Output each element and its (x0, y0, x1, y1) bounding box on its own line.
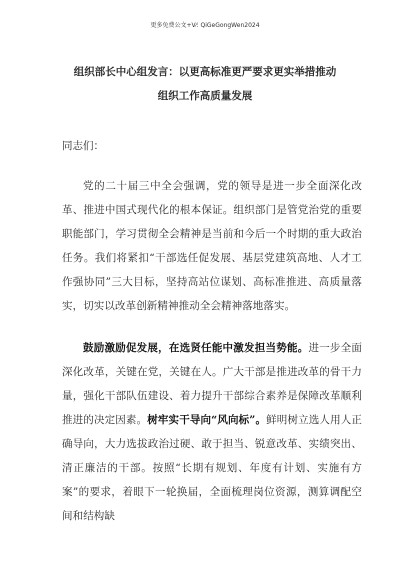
paragraph-1: 党的二十届三中全会强调，党的领导是进一步全面深化改革、推进中国式现代化的根本保证。组织部门是管党治党的重要职能部门，学习贯彻全会精神是当前和今后一个时期的重大政治任务。我们将紧扣“干部选任促发展、基层党建筑高地、人才工作强协同”三大目标，坚持高站位谋划、高标准推进、高质量落实，切实以改革创新精神推动全会精神落地落实。 (62, 180, 362, 312)
paragraph-2-lead: 鼓励激励促发展，在选贤任能中激发担当势能。 (83, 342, 309, 354)
document-title (40, 60, 370, 108)
paragraph-2-body-2: 鲜明树立选人用人正确导向，大力选拔政治过硬、敢于担当、锐意改革、实绩突出、清正廉洁的干部。按照“长期有规划、年度有计划、实施有方案”的要求，着眼下一轮换届，全面梳理岗位资源，测算调配空间和结构缺 (62, 414, 362, 522)
paragraph-2 (62, 336, 362, 528)
paragraph-2-lead-2: 树牢实干导向“风向标”。 (147, 414, 267, 426)
title-line-1: 组织部长中心组发言：以更高标准更严要求更实举措推动 (73, 66, 337, 78)
title-line-2: 组织工作高质量发展 (157, 90, 253, 102)
header-note: 更多免费公文+V⁄: QiGeGongWen2024 (150, 22, 260, 29)
paragraph-2-body-1: 进一步全面深化改革，关键在党，关键在人。广大干部是推进改革的骨干力量，强化干部队伍建设、着力提升干部综合素养是保障改革顺利推进的决定因素。 (62, 342, 362, 426)
salutation: 同志们： (62, 140, 104, 152)
